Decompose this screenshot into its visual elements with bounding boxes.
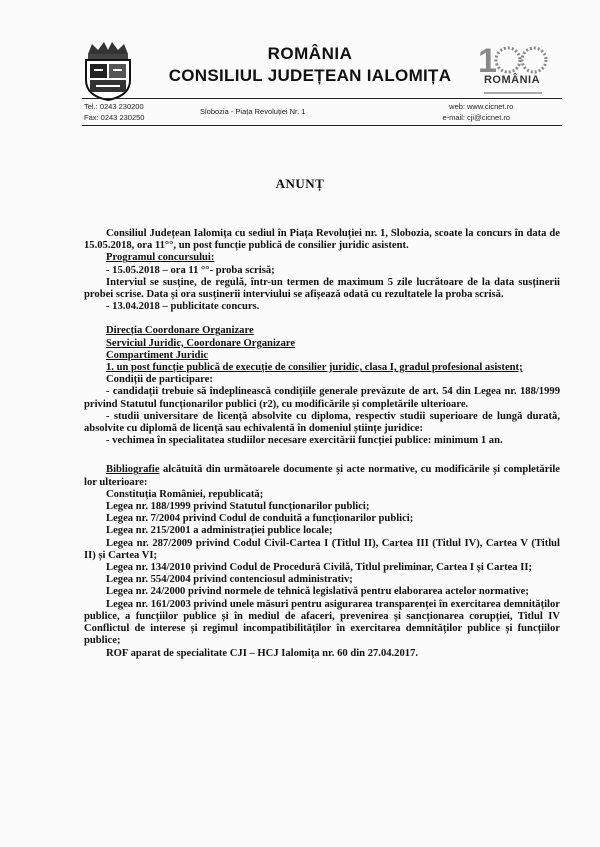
- conditions-heading: Condiții de participare:: [106, 374, 213, 386]
- country-title: ROMÂNIA: [267, 44, 353, 63]
- bibliography-intro-text: alcătuită din următoarele documente și acte normative, cu modificările și completările lor ulterioare:: [84, 464, 560, 488]
- bibliography-item: Legea nr. 287/2009 privind Codul Civil-Cartea I (Titlul II), Cartea III (Titlul IV), Cartea V (Titlul II) și Cartea VI;: [84, 537, 560, 561]
- web-label: web:: [449, 102, 465, 111]
- institution-title: CONSILIUL JUDEȚEAN IALOMIȚA: [168, 66, 452, 85]
- bibliography-item: ROF aparat de specialitate CJI – HCJ Ialomița nr. 60 din 27.04.2017.: [106, 647, 419, 659]
- program-item-1: - 15.05.2018 – ora 11 °°- proba scrisă;: [106, 264, 275, 276]
- program-heading: Programul concursului:: [106, 252, 215, 264]
- contact-values: [467, 101, 513, 123]
- svg-text:1: 1: [478, 42, 497, 80]
- document-title: ANUNȚ: [275, 176, 325, 191]
- romania-100-logo-icon: [472, 40, 552, 102]
- department-3: Compartiment Juridic: [106, 349, 209, 361]
- fax-text: Fax: 0243 230250: [84, 113, 145, 122]
- bibliography-item: Legea nr. 7/2004 privind Codul de conduită a funcționarilor publici;: [106, 513, 414, 525]
- header-divider-bottom: [82, 125, 562, 126]
- bibliography-item: Constituția României, republicată;: [106, 488, 264, 500]
- contact-labels: [385, 101, 465, 123]
- county-crest-icon: [82, 40, 134, 102]
- department-2: Serviciul Juridic, Coordonare Organizare: [106, 337, 296, 349]
- contact-phones: [84, 101, 144, 123]
- condition-3: - vechimea în specialitatea studiilor necesare exercitării funcției publice: minimum 1 an.: [106, 435, 503, 447]
- bibliography-item: Legea nr. 215/2001 a administrației publice locale;: [106, 525, 333, 537]
- bibliography-item: Legea nr. 161/2003 privind unele măsuri pentru asigurarea transparenței în exercitarea demnităților publice, a funcțiilor publice și în mediul de afaceri, prevenirea și sancționarea corupției, Titlul IV Conflictul de interese și regimul incompatibilităților în exercitarea demnităților publice și funcțiilor publice;: [84, 598, 560, 647]
- condition-2: - studii universitare de licență absolvite cu diploma, respectiv studii superioare de lungă durată, absolvite cu diplomă de licență sau echivalentă în domeniul științe juridice:: [84, 410, 560, 435]
- document-body: [84, 228, 560, 660]
- email-label: e-mail:: [442, 113, 465, 122]
- post-description: 1. un post funcție publică de execuție de consilier juridic, clasa I, gradul profesional asistent;: [106, 362, 523, 374]
- condition-1: - candidații trebuie să îndeplinească condițiile generale prevăzute de art. 54 din Legea nr. 188/1999 privind Statutul funcționarilor publici (r2), cu modificările și completările ulterioare.: [84, 386, 560, 410]
- header-divider-top: [82, 98, 562, 99]
- interview-paragraph: Interviul se susține, de regulă, într-un termen de maximum 5 zile lucrătoare de la data susținerii probei scrise. Data și ora susținerii interviului se afișează odată cu rezultatele la proba scrisă.: [84, 276, 560, 301]
- email-link[interactable]: cji@cicnet.ro: [467, 113, 511, 122]
- bibliography-item: Legea nr. 134/2010 privind Codul de Procedură Civilă, Titlul preliminar, Cartea I și Cartea II;: [106, 562, 533, 574]
- program-item-2: - 13.04.2018 – publicitate concurs.: [106, 301, 260, 313]
- intro-paragraph: Consiliul Județean Ialomița cu sediul în Piața Revoluției nr. 1, Slobozia, scoate la concurs în data de 15.05.2018, ora 11°°, un post funcție publică de consilier juridic asistent.: [84, 228, 560, 252]
- tel-text: Tel.: 0243 230200: [84, 102, 144, 111]
- bibliography-intro: [84, 464, 560, 488]
- bibliography-item: Legea nr. 188/1999 privind Statutul funcționarilor publici;: [106, 501, 370, 513]
- bibliography-heading: Bibliografie: [106, 464, 160, 476]
- web-link[interactable]: www.cicnet.ro: [467, 102, 514, 111]
- centenary-logo-text: ROMÂNIA: [483, 74, 541, 86]
- bibliography-item: Legea nr. 24/2000 privind normele de tehnică legislativă pentru elaborarea actelor normative;: [106, 586, 529, 598]
- address-text: Slobozia - Piața Revoluției Nr. 1: [200, 107, 306, 116]
- department-1: Direcția Coordonare Organizare: [106, 325, 254, 337]
- bibliography-item: Legea nr. 554/2004 privind contenciosul administrativ;: [106, 574, 353, 586]
